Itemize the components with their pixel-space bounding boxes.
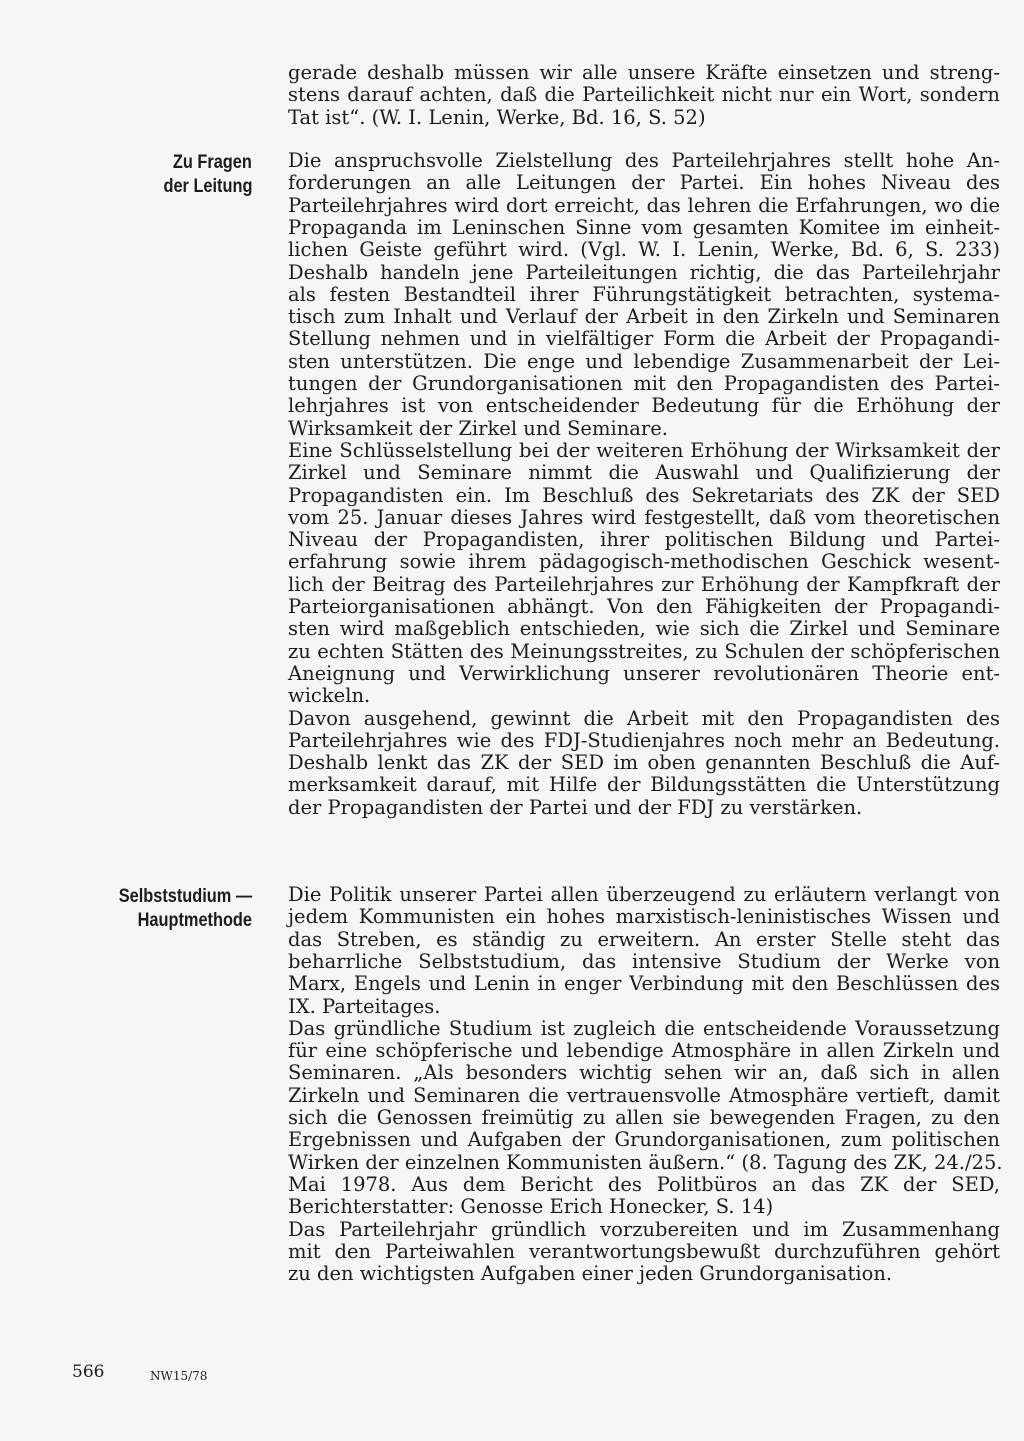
text-line: als festen Bestandteil ihrer Führungstätigkeit betrachten, systema- bbox=[288, 283, 1000, 306]
text-line: zu den wichtigsten Aufgaben einer jeden Grundorganisation. bbox=[288, 1262, 893, 1285]
text-line: Die Politik unserer Partei allen überzeugend zu erläutern verlangt von bbox=[288, 883, 1000, 906]
text-line: tisch zum Inhalt und Verlauf der Arbeit in den Zirkeln und Seminaren bbox=[288, 305, 1000, 328]
text-line: tungen der Grundorganisationen mit den Propagandisten des Partei- bbox=[288, 372, 1000, 395]
text-line: Parteilehrjahres wird dort erreicht, das lehren die Erfahrungen, wo die bbox=[288, 194, 1000, 217]
page-number: 566 bbox=[72, 1362, 105, 1382]
text-line: Deshalb handeln jene Parteileitungen richtig, die das Parteilehrjahr bbox=[288, 261, 1000, 284]
text-line: Zirkel und Seminare nimmt die Auswahl und Qualifizierung der bbox=[288, 461, 1000, 484]
text-line: sten wird maßgeblich entschieden, wie sich die Zirkel und Seminare bbox=[288, 617, 1000, 640]
text-line: Die anspruchsvolle Zielstellung des Parteilehrjahres stellt hohe An- bbox=[288, 149, 1000, 172]
text-line: Parteiorganisationen abhängt. Von den Fähigkeiten der Propagandi- bbox=[288, 595, 1000, 618]
text-line: IX. Parteitages. bbox=[288, 995, 441, 1018]
text-line: lich der Beitrag des Parteilehrjahres zur Erhöhung der Kampfkraft der bbox=[288, 573, 1000, 596]
text-line: forderungen an alle Leitungen der Partei. Ein hohes Niveau des bbox=[288, 171, 1000, 194]
text-line: Berichterstatter: Genosse Erich Honecker, S. 14) bbox=[288, 1195, 774, 1218]
text-line: stens darauf achten, daß die Parteilichkeit nicht nur ein Wort, sondern bbox=[288, 83, 1000, 106]
text-line: Propagandisten ein. Im Beschluß des Sekretariats des ZK der SED bbox=[288, 484, 1000, 507]
text-line: für eine schöpferische und lebendige Atmosphäre in allen Zirkeln und bbox=[288, 1039, 1000, 1062]
text-line: Tat ist“. (W. I. Lenin, Werke, Bd. 16, S. 52) bbox=[288, 106, 706, 129]
text-line: wickeln. bbox=[288, 684, 371, 707]
text-line: Niveau der Propagandisten, ihrer politischen Bildung und Partei- bbox=[288, 528, 1000, 551]
text-line: gerade deshalb müssen wir alle unsere Kräfte einsetzen und streng- bbox=[288, 61, 1000, 84]
text-line: das Streben, es ständig zu erweitern. An erster Stelle steht das bbox=[288, 928, 1000, 951]
section-heading-leitung: Zu Fragen bbox=[173, 152, 252, 173]
text-line: Parteilehrjahres wie des FDJ-Studienjahres noch mehr an Bedeutung. bbox=[288, 729, 1000, 752]
text-line: Stellung nehmen und in vielfältiger Form die Arbeit der Propagandi- bbox=[288, 327, 1000, 350]
source-reference: NW15/78 bbox=[150, 1369, 208, 1383]
text-line: zu echten Stätten des Meinungsstreites, zu Schulen der schöpferischen bbox=[288, 640, 1000, 663]
text-line: sten unterstützen. Die enge und lebendige Zusammenarbeit der Lei- bbox=[288, 350, 1000, 373]
text-line: Eine Schlüsselstellung bei der weiteren Erhöhung der Wirksamkeit der bbox=[288, 439, 1000, 462]
text-line: jedem Kommunisten ein hohes marxistisch-leninistisches Wissen und bbox=[288, 905, 1000, 928]
text-line: vom 25. Januar dieses Jahres wird festgestellt, daß vom theoretischen bbox=[288, 506, 1000, 529]
text-line: Ergebnissen und Aufgaben der Grundorganisationen, zum politischen bbox=[288, 1128, 1000, 1151]
text-line: Wirken der einzelnen Kommunisten äußern.“ (8. Tagung des ZK, 24./25. bbox=[288, 1151, 1003, 1174]
text-line: Propaganda im Leninschen Sinne vom gesamten Komitee im einheit- bbox=[288, 216, 1000, 239]
section-heading-selbststudium: Hauptmethode bbox=[137, 910, 252, 931]
text-line: Mai 1978. Aus dem Bericht des Politbüros an das ZK der SED, bbox=[288, 1173, 1000, 1196]
section-heading-leitung: der Leitung bbox=[163, 176, 252, 197]
text-line: Seminaren. „Als besonders wichtig sehen wir an, daß sich in allen bbox=[288, 1061, 1000, 1084]
text-line: Das Parteilehrjahr gründlich vorzubereiten und im Zusammenhang bbox=[288, 1218, 1000, 1241]
text-line: Davon ausgehend, gewinnt die Arbeit mit den Propagandisten des bbox=[288, 707, 1000, 730]
text-line: lehrjahres ist von entscheidender Bedeutung für die Erhöhung der bbox=[288, 394, 1000, 417]
text-line: lichen Geiste geführt wird. (Vgl. W. I. Lenin, Werke, Bd. 6, S. 233) bbox=[288, 238, 1000, 261]
text-line: mit den Parteiwahlen verantwortungsbewußt durchzuführen gehört bbox=[288, 1240, 1000, 1263]
text-line: Das gründliche Studium ist zugleich die entscheidende Voraussetzung bbox=[288, 1017, 1000, 1040]
text-line: sich die Genossen freimütig zu allen sie bewegenden Fragen, zu den bbox=[288, 1106, 1000, 1129]
text-line: Marx, Engels und Lenin in enger Verbindung mit den Beschlüssen des bbox=[288, 972, 1000, 995]
text-line: der Propagandisten der Partei und der FDJ zu verstärken. bbox=[288, 796, 863, 819]
text-line: Zirkeln und Seminaren die vertrauensvolle Atmosphäre vertieft, damit bbox=[288, 1084, 1000, 1107]
text-line: Wirksamkeit der Zirkel und Seminare. bbox=[288, 417, 668, 440]
text-line: Aneignung und Verwirklichung unserer revolutionären Theorie ent- bbox=[288, 662, 1000, 685]
text-line: erfahrung sowie ihrem pädagogisch-methodischen Geschick wesent- bbox=[288, 550, 1000, 573]
text-line: Deshalb lenkt das ZK der SED im oben genannten Beschluß die Auf- bbox=[288, 751, 1000, 774]
text-line: merksamkeit darauf, mit Hilfe der Bildungsstätten die Unterstützung bbox=[288, 773, 1000, 796]
section-heading-selbststudium: Selbststudium — bbox=[118, 886, 252, 907]
text-line: beharrliche Selbststudium, das intensive Studium der Werke von bbox=[288, 950, 1000, 973]
